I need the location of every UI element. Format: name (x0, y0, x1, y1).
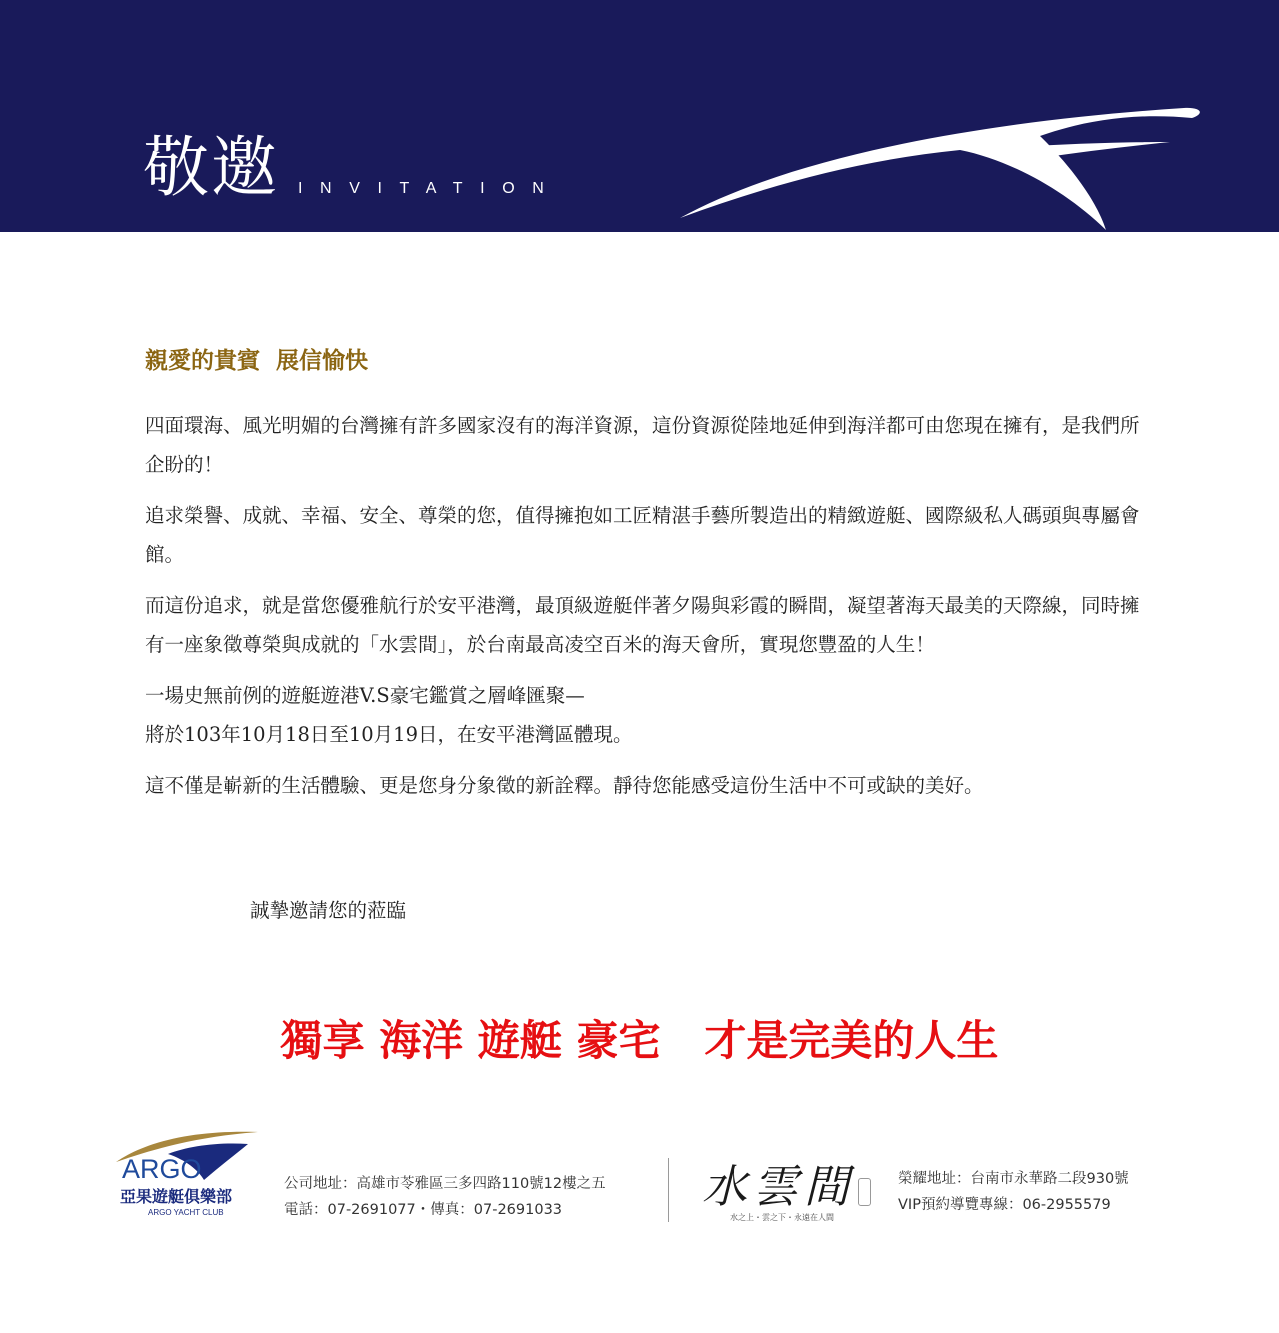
argo-name-cn: 亞果遊艇俱樂部 (120, 1187, 233, 1206)
page-title: 敬邀 (143, 129, 279, 206)
invite-line: 誠摯邀請您的蒞臨 (250, 899, 407, 922)
shuiyunjian-tagline: 水之上・雲之下・永遠在人間 (730, 1213, 834, 1222)
page-subtitle: INVITATION (298, 180, 562, 197)
shuiyunjian-logo-text: 水雲間 (702, 1160, 856, 1213)
shuiyunjian-contact (898, 1166, 1129, 1218)
seal-stamp-icon (858, 1178, 871, 1206)
argo-phone: 電話：07-2691077・傳真：07-2691033 (284, 1202, 563, 1218)
argo-logo (108, 1128, 268, 1224)
paragraph-5: 將於103年10月18日至10月19日，在安平港灣區體現。 (145, 722, 633, 746)
paragraph-2: 追求榮譽、成就、幸福、安全、尊榮的您，值得擁抱如工匠精湛手藝所製造出的精緻遊艇、國際級私人碼頭與專屬會館。 (145, 504, 1140, 566)
sail-swoosh-graphic (660, 80, 1220, 232)
argo-logo-word: ARGO (122, 1154, 202, 1184)
letter-body (145, 407, 1145, 819)
argo-address: 公司地址：高雄市苓雅區三多四路110號12樓之五 (284, 1176, 606, 1192)
shuiyunjian-logo (696, 1156, 876, 1226)
paragraph-6: 這不僅是嶄新的生活體驗、更是您身分象徵的新詮釋。靜待您能感受這份生活中不可或缺的美好。 (145, 774, 984, 797)
paragraph-4: 一場史無前例的遊艇遊港V.S豪宅鑑賞之層峰匯聚— (145, 684, 585, 707)
shuiyunjian-address: 榮耀地址：台南市永華路二段930號 (898, 1171, 1129, 1187)
header-banner (0, 0, 1279, 232)
shuiyunjian-vip-line: VIP預約導覽專線：06-2955579 (898, 1197, 1111, 1213)
argo-contact (284, 1171, 606, 1223)
argo-name-en: ARGO YACHT CLUB (148, 1208, 224, 1217)
paragraph-3: 而這份追求，就是當您優雅航行於安平港灣，最頂級遊艇伴著夕陽與彩霞的瞬間，凝望著海天最美的天際線，同時擁有一座象徵尊榮與成就的「水雲間」，於台南最高凌空百米的海天會所，實現您豐盈的人生！ (145, 594, 1140, 656)
footer-divider (668, 1158, 669, 1222)
salutation: 親愛的貴賓 展信愉快 (145, 348, 369, 374)
paragraph-1: 四面環海、風光明媚的台灣擁有許多國家沒有的海洋資源，這份資源從陸地延伸到海洋都可由您現在擁有，是我們所企盼的！ (145, 414, 1140, 476)
slogan: 獨享 海洋 遊艇 豪宅 才是完美的人生 (280, 1016, 999, 1065)
